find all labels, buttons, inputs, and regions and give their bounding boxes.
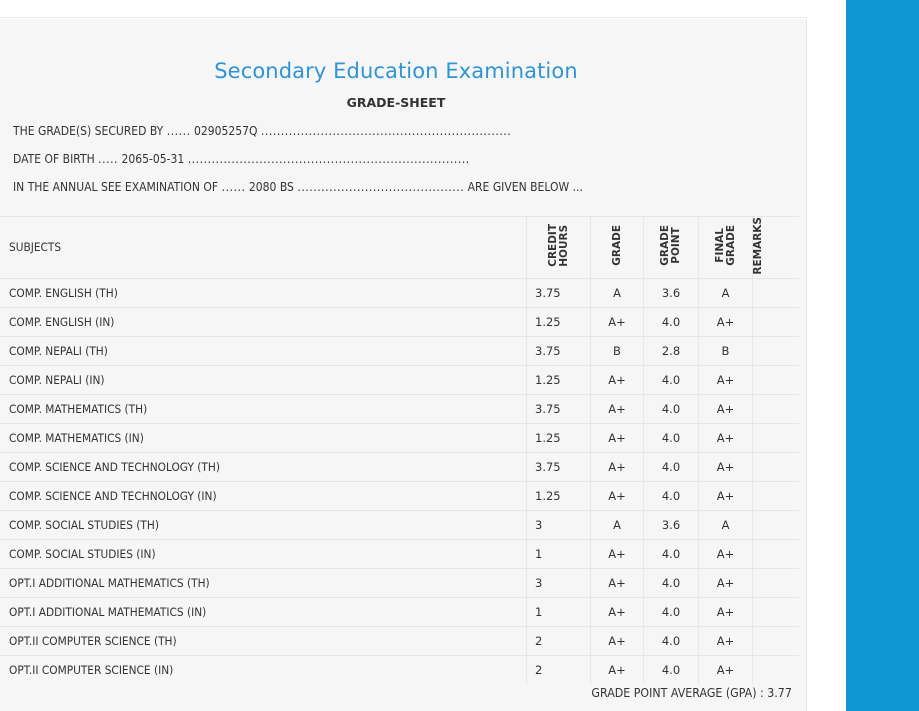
table-row <box>0 452 799 481</box>
table-row <box>0 336 799 365</box>
exam-of-line <box>13 180 583 194</box>
exam-of-lead-dots: ...... <box>221 180 246 194</box>
final-grade-cell: A+ <box>699 539 753 568</box>
credit-hours-cell: 3.75 <box>527 336 591 365</box>
credit-hours-cell: 3 <box>527 510 591 539</box>
grades-header-row <box>0 217 799 279</box>
subject-cell: COMP. ENGLISH (IN) <box>0 307 527 336</box>
grade-cell: A+ <box>591 452 644 481</box>
secured-by-lead-dots: ...... <box>166 124 191 138</box>
secured-by-line <box>13 124 511 138</box>
header-grade-point: GRADE POINT <box>644 217 699 279</box>
gpa-value: 3.77 <box>767 686 792 700</box>
final-grade-cell: A <box>699 278 753 307</box>
subject-cell: COMP. MATHEMATICS (TH) <box>0 394 527 423</box>
exam-of-label: IN THE ANNUAL SEE EXAMINATION OF <box>13 180 219 194</box>
grade-cell: A+ <box>591 481 644 510</box>
grade-point-cell: 4.0 <box>644 568 699 597</box>
exam-of-trail-dots: .......................................... <box>297 180 465 194</box>
table-row <box>0 365 799 394</box>
subject-cell: COMP. SOCIAL STUDIES (IN) <box>0 539 527 568</box>
exam-year: 2080 BS <box>248 180 294 194</box>
final-grade-cell: A <box>699 510 753 539</box>
final-grade-cell: A+ <box>699 481 753 510</box>
side-panel <box>846 0 919 711</box>
subject-cell: COMP. MATHEMATICS (IN) <box>0 423 527 452</box>
dob-lead-dots: ..... <box>98 152 119 166</box>
credit-hours-cell: 1.25 <box>527 481 591 510</box>
exam-title: Secondary Education Examination <box>214 59 578 83</box>
credit-hours-cell: 3 <box>527 568 591 597</box>
credit-hours-cell: 1.25 <box>527 423 591 452</box>
remarks-cell <box>753 655 800 684</box>
header-subjects: SUBJECTS <box>0 217 527 279</box>
sheet-title: GRADE-SHEET <box>346 95 446 110</box>
table-row <box>0 481 799 510</box>
credit-hours-cell: 3.75 <box>527 452 591 481</box>
header-grade: GRADE <box>591 217 644 279</box>
subject-cell: OPT.I ADDITIONAL MATHEMATICS (IN) <box>0 597 527 626</box>
remarks-cell <box>753 423 800 452</box>
remarks-cell <box>753 510 800 539</box>
gpa-summary <box>592 686 792 700</box>
remarks-cell <box>753 597 800 626</box>
gpa-label: GRADE POINT AVERAGE (GPA) : <box>591 686 764 700</box>
grade-cell: A+ <box>591 307 644 336</box>
remarks-cell <box>753 278 800 307</box>
grade-point-cell: 4.0 <box>644 626 699 655</box>
table-row <box>0 307 799 336</box>
final-grade-cell: A+ <box>699 597 753 626</box>
remarks-cell <box>753 307 800 336</box>
remarks-cell <box>753 481 800 510</box>
remarks-cell <box>753 626 800 655</box>
table-row <box>0 394 799 423</box>
dob-label: DATE OF BIRTH <box>13 152 95 166</box>
header-credit-hours: CREDIT HOURS <box>527 217 591 279</box>
grade-point-cell: 4.0 <box>644 539 699 568</box>
grade-point-cell: 4.0 <box>644 307 699 336</box>
credit-hours-cell: 2 <box>527 626 591 655</box>
table-row <box>0 597 799 626</box>
subject-cell: COMP. NEPALI (IN) <box>0 365 527 394</box>
credit-hours-cell: 3.75 <box>527 278 591 307</box>
grade-cell: A+ <box>591 655 644 684</box>
table-row <box>0 568 799 597</box>
top-divider <box>0 17 808 18</box>
final-grade-cell: A+ <box>699 452 753 481</box>
dob-line <box>13 152 470 166</box>
final-grade-cell: A+ <box>699 307 753 336</box>
subject-cell: COMP. SCIENCE AND TECHNOLOGY (TH) <box>0 452 527 481</box>
grade-cell: A <box>591 510 644 539</box>
grade-point-cell: 3.6 <box>644 278 699 307</box>
remarks-cell <box>753 539 800 568</box>
subject-cell: OPT.I ADDITIONAL MATHEMATICS (TH) <box>0 568 527 597</box>
grade-point-cell: 4.0 <box>644 394 699 423</box>
symbol-number: 02905257Q <box>194 124 258 138</box>
table-row <box>0 510 799 539</box>
subject-cell: COMP. NEPALI (TH) <box>0 336 527 365</box>
remarks-cell <box>753 336 800 365</box>
grades-table <box>0 216 799 684</box>
table-row <box>0 539 799 568</box>
credit-hours-cell: 2 <box>527 655 591 684</box>
grade-cell: A+ <box>591 568 644 597</box>
table-row <box>0 655 799 684</box>
header-final-grade: FINAL GRADE <box>699 217 753 279</box>
secured-by-trail-dots: ............................................................... <box>260 124 512 138</box>
grade-point-cell: 4.0 <box>644 423 699 452</box>
grade-cell: A+ <box>591 626 644 655</box>
final-grade-cell: A+ <box>699 423 753 452</box>
final-grade-cell: A+ <box>699 365 753 394</box>
grade-cell: A+ <box>591 365 644 394</box>
grade-cell: A <box>591 278 644 307</box>
top-strip <box>0 0 808 18</box>
grade-point-cell: 4.0 <box>644 452 699 481</box>
final-grade-cell: A+ <box>699 568 753 597</box>
grade-point-cell: 2.8 <box>644 336 699 365</box>
grade-cell: A+ <box>591 423 644 452</box>
grade-point-cell: 4.0 <box>644 481 699 510</box>
subject-cell: COMP. SCIENCE AND TECHNOLOGY (IN) <box>0 481 527 510</box>
subject-cell: OPT.II COMPUTER SCIENCE (IN) <box>0 655 527 684</box>
final-grade-cell: A+ <box>699 394 753 423</box>
grade-point-cell: 3.6 <box>644 510 699 539</box>
subject-cell: OPT.II COMPUTER SCIENCE (TH) <box>0 626 527 655</box>
grade-point-cell: 4.0 <box>644 365 699 394</box>
grade-cell: B <box>591 336 644 365</box>
date-of-birth: 2065-05-31 <box>121 152 185 166</box>
grade-cell: A+ <box>591 597 644 626</box>
subject-cell: COMP. ENGLISH (TH) <box>0 278 527 307</box>
grade-point-cell: 4.0 <box>644 597 699 626</box>
remarks-cell <box>753 568 800 597</box>
subject-cell: COMP. SOCIAL STUDIES (TH) <box>0 510 527 539</box>
remarks-cell <box>753 452 800 481</box>
final-grade-cell: B <box>699 336 753 365</box>
credit-hours-cell: 1.25 <box>527 365 591 394</box>
grade-point-cell: 4.0 <box>644 655 699 684</box>
final-grade-cell: A+ <box>699 626 753 655</box>
credit-hours-cell: 1.25 <box>527 307 591 336</box>
table-row <box>0 278 799 307</box>
grade-cell: A+ <box>591 394 644 423</box>
credit-hours-cell: 3.75 <box>527 394 591 423</box>
remarks-cell <box>753 394 800 423</box>
header-remarks: REMARKS <box>753 217 800 279</box>
table-row <box>0 423 799 452</box>
credit-hours-cell: 1 <box>527 539 591 568</box>
grade-cell: A+ <box>591 539 644 568</box>
exam-of-suffix: ARE GIVEN BELOW ... <box>467 180 583 194</box>
credit-hours-cell: 1 <box>527 597 591 626</box>
final-grade-cell: A+ <box>699 655 753 684</box>
secured-by-label: THE GRADE(S) SECURED BY <box>13 124 164 138</box>
dob-trail-dots: ....................................................................... <box>187 152 470 166</box>
remarks-cell <box>753 365 800 394</box>
table-row <box>0 626 799 655</box>
